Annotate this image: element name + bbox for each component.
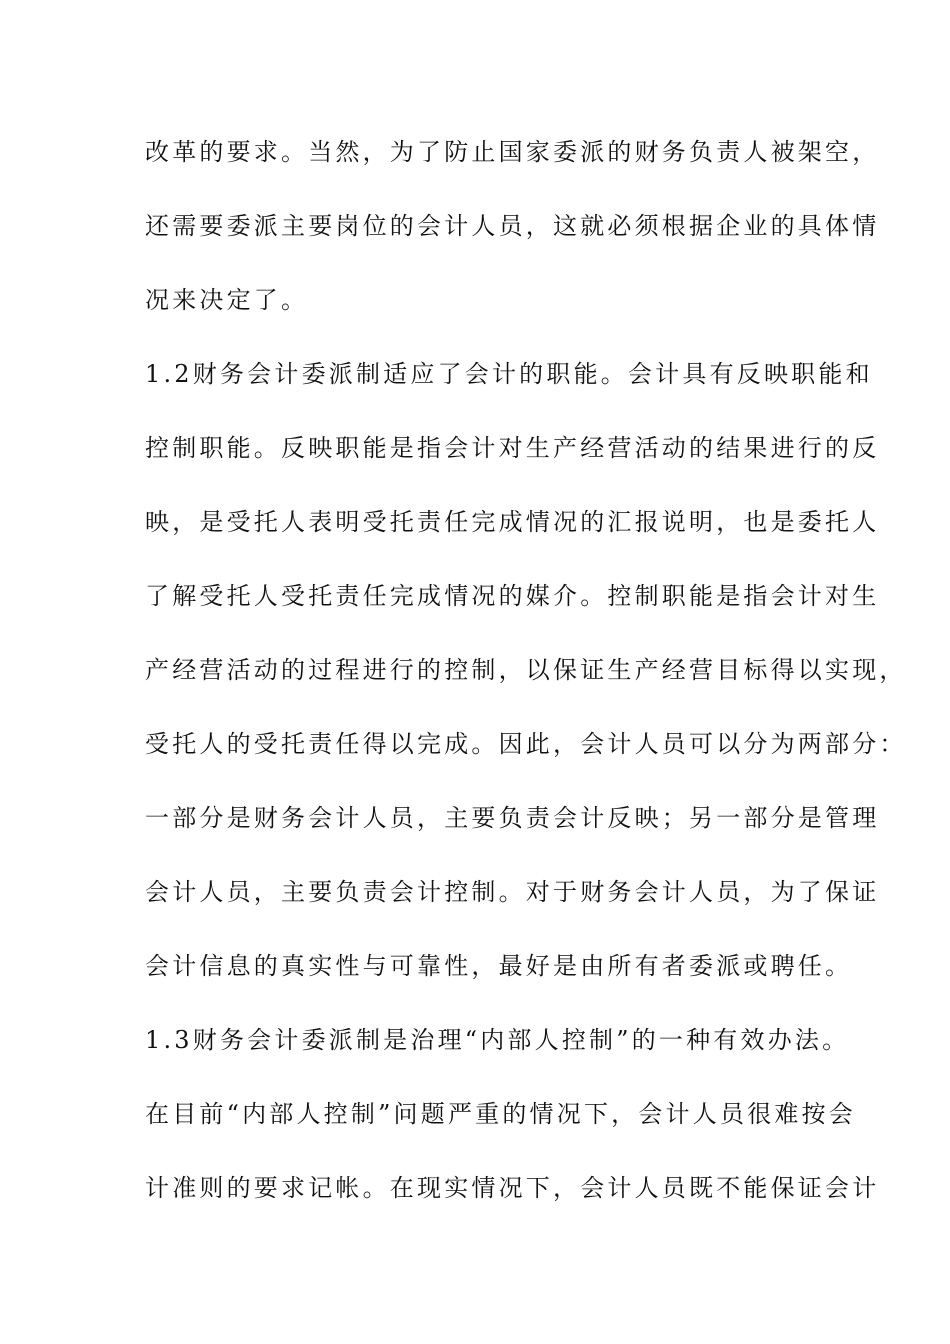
text-line: 会计信息的真实性与可靠性，最好是由所有者委派或聘任。 xyxy=(145,952,853,980)
text-line: 一部分是财务会计人员，主要负责会计反映；另一部分是管理 xyxy=(145,804,880,832)
text-line: 还需要委派主要岗位的会计人员，这就必须根据企业的具体情 xyxy=(145,212,880,240)
text-line: 改革的要求。当然，为了防止国家委派的财务负责人被架空， xyxy=(145,138,880,166)
text-line: 映，是受托人表明受托责任完成情况的汇报说明，也是委托人 xyxy=(145,508,880,536)
section-1-2-heading-line: 1.2财务会计委派制适应了会计的职能。会计具有反映职能和 xyxy=(145,360,873,388)
text-line: 况来决定了。 xyxy=(145,286,309,314)
text-line: 受托人的受托责任得以完成。因此，会计人员可以分为两部分： xyxy=(145,730,907,758)
text-line: 控制职能。反映职能是指会计对生产经营活动的结果进行的反 xyxy=(145,434,880,462)
text-line: 产经营活动的过程进行的控制，以保证生产经营目标得以实现， xyxy=(145,656,907,684)
text-line: 在目前“内部人控制”问题严重的情况下，会计人员很难按会 xyxy=(145,1100,856,1128)
text-line: 了解受托人受托责任完成情况的媒介。控制职能是指会计对生 xyxy=(145,582,880,610)
text-line: 会计人员，主要负责会计控制。对于财务会计人员，为了保证 xyxy=(145,878,880,906)
section-1-3-heading-line: 1.3财务会计委派制是治理“内部人控制”的一种有效办法。 xyxy=(145,1026,850,1054)
body-text xyxy=(145,130,907,1240)
text-line: 计准则的要求记帐。在现实情况下，会计人员既不能保证会计 xyxy=(145,1174,880,1202)
